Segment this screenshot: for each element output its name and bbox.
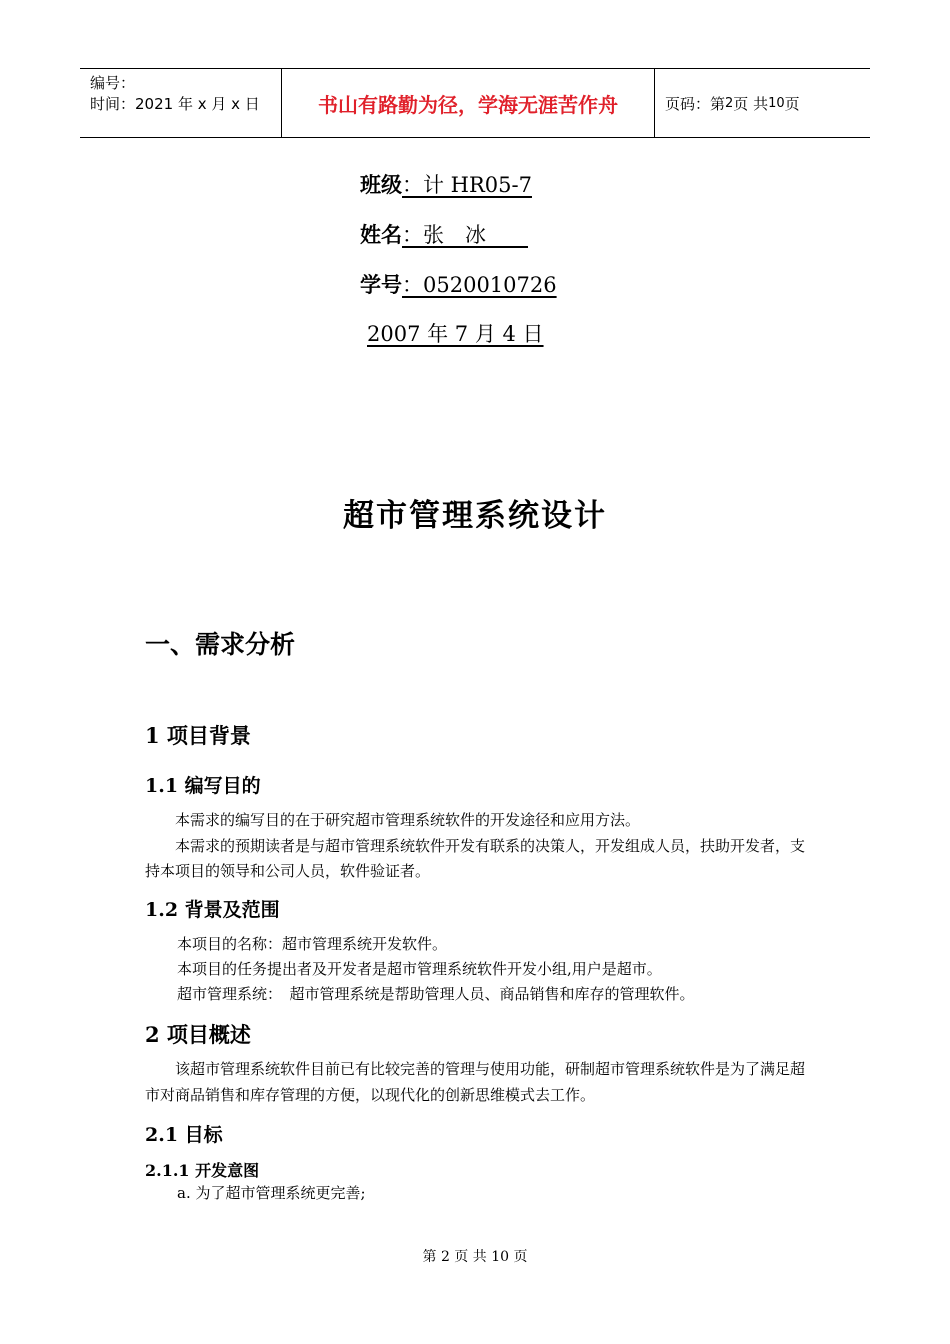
heading-purpose: 1.1 编写目的 — [145, 775, 261, 797]
overview-paragraph: 该超市管理系统软件目前已有比较完善的管理与使用功能，研制超市管理系统软件是为了满足超市对商品销售和库存管理的方便，以现代化的创新思维模式去工作。 — [145, 1060, 806, 1104]
header-motto: 书山有路勤为径，学海无涯苦作舟 — [282, 69, 655, 137]
document-title: 超市管理系统设计 — [343, 498, 607, 534]
id-label: 学号 — [360, 272, 402, 297]
scope-line-3: 超市管理系统： 超市管理系统是帮助管理人员、商品销售和库存的管理软件。 — [177, 985, 695, 1003]
name-row — [360, 222, 528, 248]
heading-overview: 2 项目概述 — [145, 1022, 251, 1047]
page-number: 2 — [725, 95, 734, 111]
purpose-paragraph-1: 本需求的编写目的在于研究超市管理系统软件的开发途径和应用方法。 — [175, 811, 641, 829]
name-value: ：张 冰 — [402, 223, 528, 247]
page-total: 10 — [768, 95, 785, 111]
class-label: 班级 — [360, 172, 402, 197]
page-prefix: 页码：第 — [665, 94, 726, 113]
heading-scope: 1.2 背景及范围 — [145, 899, 280, 921]
id-value: ：0520010726 — [402, 273, 557, 297]
heading-intent: 2.1.1 开发意图 — [145, 1161, 260, 1180]
name-label: 姓名 — [360, 222, 402, 247]
heading-requirements: 一、需求分析 — [145, 630, 296, 659]
overview-paragraph-block — [145, 1057, 810, 1108]
page-header — [80, 68, 870, 138]
heading-goals: 2.1 目标 — [145, 1124, 223, 1146]
student-id-row — [360, 272, 557, 298]
purpose-paragraphs — [145, 808, 810, 885]
header-page-indicator — [655, 69, 870, 137]
time-label: 时间：2021 年 x 月 x 日 — [90, 95, 260, 113]
class-value: ：计 HR05-7 — [402, 173, 532, 197]
intent-item-a: a. 为了超市管理系统更完善; — [177, 1184, 366, 1202]
scope-line-1: 本项目的名称：超市管理系统开发软件。 — [177, 935, 448, 953]
class-row — [360, 172, 532, 198]
heading-project-background: 1 项目背景 — [145, 723, 251, 748]
purpose-paragraph-2: 本需求的预期读者是与超市管理系统软件开发有联系的决策人，开发组成人员，扶助开发者，支持本项目的领导和公司人员，软件验证者。 — [145, 836, 806, 880]
page-footer: 第 2 页 共 10 页 — [422, 1249, 528, 1265]
page-suffix: 页 — [784, 94, 800, 113]
number-label: 编号： — [90, 74, 136, 92]
header-meta — [80, 69, 282, 137]
scope-line-2: 本项目的任务提出者及开发者是超市管理系统软件开发小组,用户是超市。 — [177, 960, 662, 978]
page-mid: 页 共 — [733, 94, 769, 113]
date-row — [367, 321, 544, 347]
date-value: 2007 年 7 月 4 日 — [367, 322, 544, 346]
